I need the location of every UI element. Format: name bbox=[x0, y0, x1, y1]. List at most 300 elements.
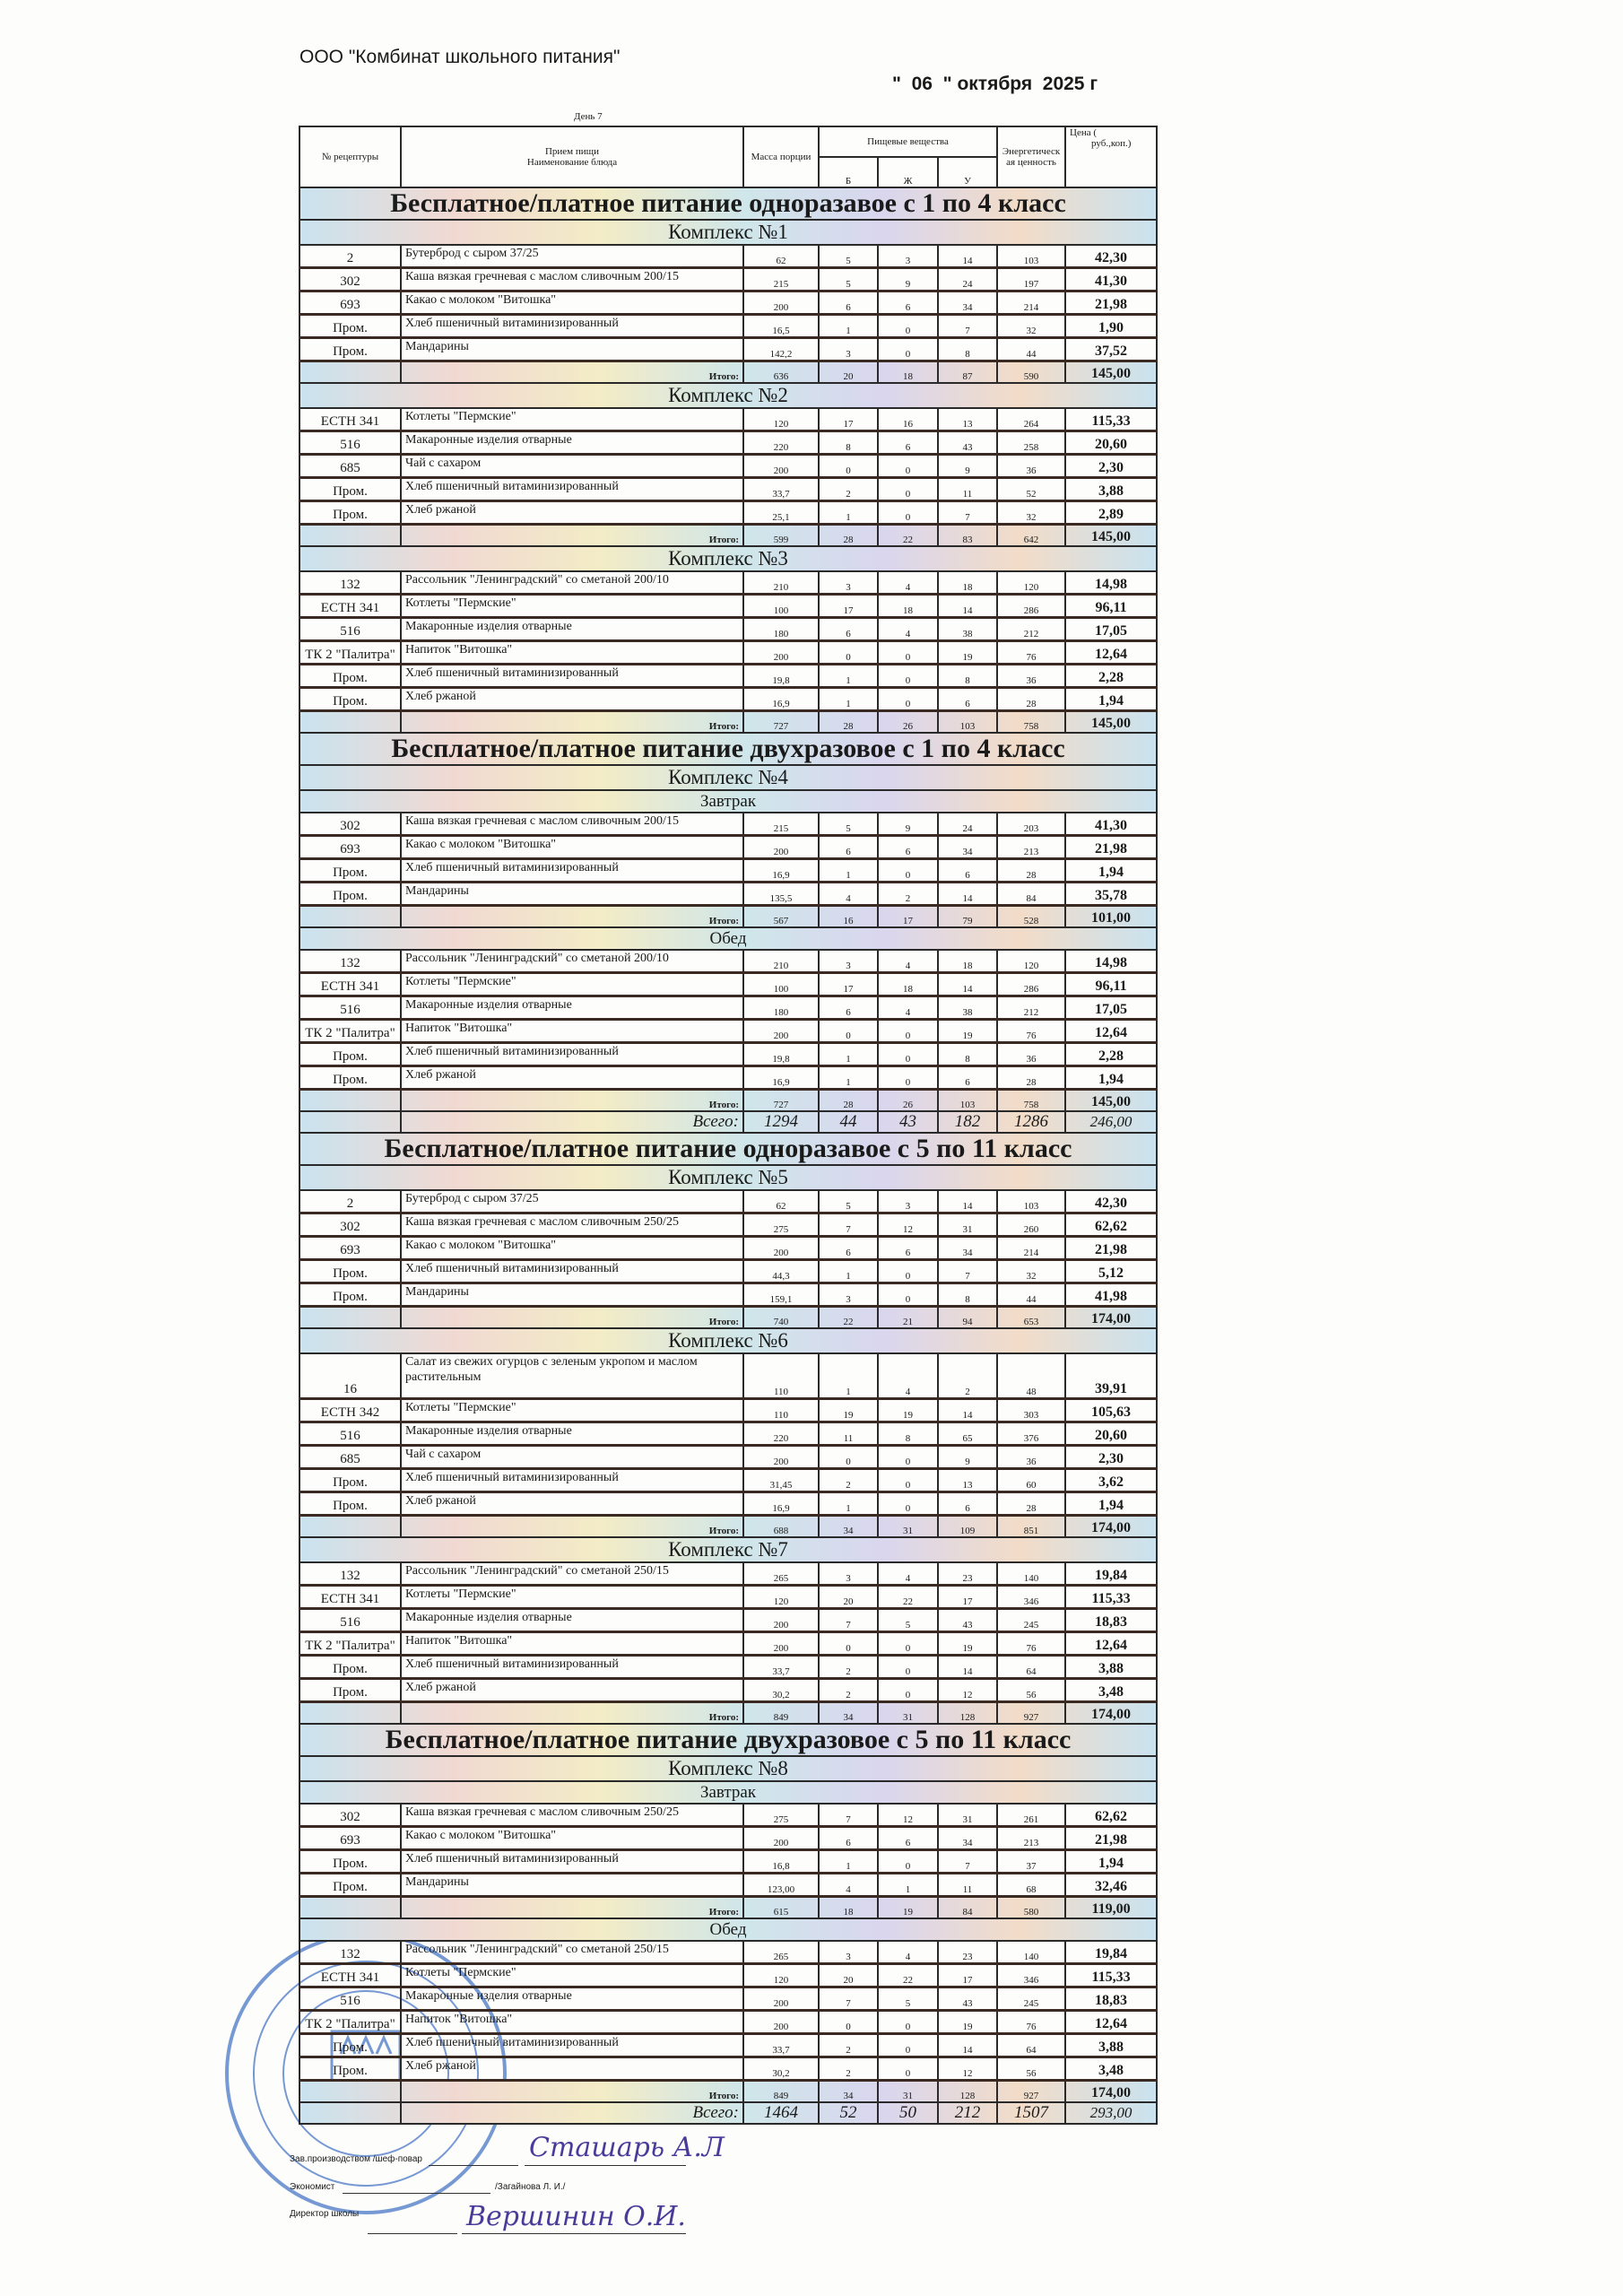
grand-total-row-zh: 43 bbox=[878, 1111, 938, 1133]
dish-name: Котлеты "Пермские" bbox=[401, 1964, 743, 1987]
subtotal-row-b: 18 bbox=[819, 1897, 878, 1919]
subtotal-row-mass: 849 bbox=[743, 1702, 819, 1725]
dish-name: Хлеб пшеничный витаминизированный bbox=[401, 1043, 743, 1066]
dish-zh: 8 bbox=[878, 1422, 938, 1446]
col-nutrients: Пищевые вещества bbox=[819, 126, 997, 157]
dish-mass: 33,7 bbox=[743, 478, 819, 501]
dish-b: 3 bbox=[819, 1283, 878, 1307]
meal-title bbox=[299, 1918, 1157, 1941]
dish-kcal: 258 bbox=[997, 431, 1065, 455]
dish-row bbox=[299, 2034, 1157, 2057]
dish-u: 19 bbox=[938, 1632, 997, 1656]
subtotal-row-u: 83 bbox=[938, 525, 997, 547]
dish-b: 20 bbox=[819, 1586, 878, 1609]
recipe-no: ЕСТН 341 bbox=[299, 1964, 401, 1987]
dish-u: 23 bbox=[938, 1941, 997, 1964]
dish-mass: 120 bbox=[743, 1586, 819, 1609]
dish-mass: 200 bbox=[743, 1446, 819, 1469]
dish-zh: 0 bbox=[878, 338, 938, 361]
dish-b: 2 bbox=[819, 1679, 878, 1702]
dish-b: 6 bbox=[819, 1827, 878, 1850]
dish-b: 7 bbox=[819, 1213, 878, 1237]
empty-cell bbox=[299, 2102, 401, 2124]
dish-mass: 62 bbox=[743, 1190, 819, 1213]
dish-b: 2 bbox=[819, 2057, 878, 2081]
dish-mass: 19,8 bbox=[743, 1043, 819, 1066]
complex-title-label: Комплекс №3 bbox=[299, 546, 1157, 571]
dish-kcal: 28 bbox=[997, 1492, 1065, 1516]
dish-zh: 12 bbox=[878, 1213, 938, 1237]
dish-zh: 6 bbox=[878, 1827, 938, 1850]
empty-cell bbox=[299, 2081, 401, 2103]
grand-total-row-kcal: 1286 bbox=[997, 1111, 1065, 1133]
dish-price: 115,33 bbox=[1065, 1964, 1157, 1987]
dish-mass: 62 bbox=[743, 245, 819, 268]
dish-kcal: 76 bbox=[997, 1632, 1065, 1656]
dish-row bbox=[299, 1066, 1157, 1090]
dish-row bbox=[299, 641, 1157, 665]
dish-zh: 0 bbox=[878, 641, 938, 665]
dish-u: 18 bbox=[938, 571, 997, 595]
dish-name: Салат из свежих огурцов с зеленым укропом и маслом растительным bbox=[401, 1353, 743, 1399]
subtotal-row bbox=[299, 1897, 1157, 1919]
dish-row bbox=[299, 1469, 1157, 1492]
dish-mass: 275 bbox=[743, 1804, 819, 1827]
recipe-no: 516 bbox=[299, 1422, 401, 1446]
grand-total-row-u: 212 bbox=[938, 2102, 997, 2124]
complex-title bbox=[299, 1537, 1157, 1562]
economist-name: /Загайнова Л. И./ bbox=[495, 2182, 566, 2192]
dish-mass: 44,3 bbox=[743, 1260, 819, 1283]
dish-u: 23 bbox=[938, 1562, 997, 1586]
dish-b: 6 bbox=[819, 996, 878, 1020]
dish-b: 3 bbox=[819, 338, 878, 361]
dish-mass: 180 bbox=[743, 996, 819, 1020]
recipe-no: Пром. bbox=[299, 859, 401, 883]
dish-zh: 4 bbox=[878, 571, 938, 595]
dish-name: Бутерброд с сыром 37/25 bbox=[401, 1190, 743, 1213]
section-title-label: Бесплатное/платное питание двухразовое с 5 по 11 класс bbox=[299, 1724, 1157, 1756]
dish-mass: 16,9 bbox=[743, 859, 819, 883]
dish-row bbox=[299, 478, 1157, 501]
dish-zh: 6 bbox=[878, 431, 938, 455]
dish-name: Мандарины bbox=[401, 883, 743, 906]
dish-u: 8 bbox=[938, 665, 997, 688]
dish-price: 96,11 bbox=[1065, 973, 1157, 996]
dish-row bbox=[299, 2011, 1157, 2034]
subtotal-row-price: 119,00 bbox=[1065, 1897, 1157, 1919]
dish-price: 2,28 bbox=[1065, 665, 1157, 688]
recipe-no: 693 bbox=[299, 1237, 401, 1260]
chef-label: Зав.производством /шеф-повар bbox=[290, 2154, 422, 2164]
dish-price: 2,28 bbox=[1065, 1043, 1157, 1066]
dish-kcal: 346 bbox=[997, 1964, 1065, 1987]
dish-price: 42,30 bbox=[1065, 245, 1157, 268]
dish-row bbox=[299, 1632, 1157, 1656]
dish-name: Хлеб ржаной bbox=[401, 688, 743, 711]
recipe-no: Пром. bbox=[299, 665, 401, 688]
dish-b: 8 bbox=[819, 431, 878, 455]
dish-u: 14 bbox=[938, 1190, 997, 1213]
dish-mass: 220 bbox=[743, 1422, 819, 1446]
dish-kcal: 245 bbox=[997, 1987, 1065, 2011]
dish-u: 2 bbox=[938, 1353, 997, 1399]
dish-u: 6 bbox=[938, 1492, 997, 1516]
subtotal-row-price: 174,00 bbox=[1065, 1702, 1157, 1725]
dish-b: 6 bbox=[819, 291, 878, 315]
dish-zh: 22 bbox=[878, 1586, 938, 1609]
recipe-no: Пром. bbox=[299, 501, 401, 525]
section-title bbox=[299, 1724, 1157, 1756]
dish-row bbox=[299, 268, 1157, 291]
dish-mass: 30,2 bbox=[743, 1679, 819, 1702]
dish-b: 1 bbox=[819, 1066, 878, 1090]
dish-name: Рассольник "Ленинградский" со сметаной 250/15 bbox=[401, 1562, 743, 1586]
col-mass: Масса порции bbox=[743, 126, 819, 187]
dish-kcal: 28 bbox=[997, 859, 1065, 883]
dish-row bbox=[299, 1964, 1157, 1987]
subtotal-row-price: 145,00 bbox=[1065, 525, 1157, 547]
dish-row bbox=[299, 1656, 1157, 1679]
dish-zh: 9 bbox=[878, 813, 938, 836]
dish-mass: 220 bbox=[743, 431, 819, 455]
dish-mass: 120 bbox=[743, 1964, 819, 1987]
recipe-no: Пром. bbox=[299, 2034, 401, 2057]
dish-kcal: 64 bbox=[997, 1656, 1065, 1679]
dish-row bbox=[299, 1679, 1157, 1702]
dish-price: 37,52 bbox=[1065, 338, 1157, 361]
dish-mass: 200 bbox=[743, 1609, 819, 1632]
dish-kcal: 56 bbox=[997, 2057, 1065, 2081]
dish-row bbox=[299, 571, 1157, 595]
recipe-no: 516 bbox=[299, 1609, 401, 1632]
dish-kcal: 286 bbox=[997, 595, 1065, 618]
dish-kcal: 197 bbox=[997, 268, 1065, 291]
dish-zh: 0 bbox=[878, 688, 938, 711]
meal-title bbox=[299, 1781, 1157, 1804]
recipe-no: 302 bbox=[299, 1804, 401, 1827]
dish-price: 32,46 bbox=[1065, 1874, 1157, 1897]
dish-u: 9 bbox=[938, 1446, 997, 1469]
director-name-line bbox=[462, 2233, 686, 2234]
dish-zh: 0 bbox=[878, 1469, 938, 1492]
subtotal-row-mass: 727 bbox=[743, 1090, 819, 1112]
dish-zh: 0 bbox=[878, 859, 938, 883]
dish-price: 39,91 bbox=[1065, 1353, 1157, 1399]
dish-zh: 0 bbox=[878, 1492, 938, 1516]
dish-mass: 265 bbox=[743, 1562, 819, 1586]
subtotal-row-mass: 740 bbox=[743, 1307, 819, 1329]
dish-u: 34 bbox=[938, 1827, 997, 1850]
recipe-no: 516 bbox=[299, 996, 401, 1020]
dish-mass: 200 bbox=[743, 1827, 819, 1850]
dish-u: 19 bbox=[938, 1020, 997, 1043]
dish-zh: 3 bbox=[878, 1190, 938, 1213]
dish-u: 13 bbox=[938, 408, 997, 431]
subtotal-row-zh: 31 bbox=[878, 2081, 938, 2103]
dish-row bbox=[299, 1562, 1157, 1586]
dish-kcal: 36 bbox=[997, 665, 1065, 688]
recipe-no: Пром. bbox=[299, 1874, 401, 1897]
dish-kcal: 103 bbox=[997, 245, 1065, 268]
meal-title bbox=[299, 927, 1157, 950]
dish-name: Чай с сахаром bbox=[401, 1446, 743, 1469]
recipe-no: ТК 2 "Палитра" bbox=[299, 641, 401, 665]
recipe-no: ТК 2 "Палитра" bbox=[299, 2011, 401, 2034]
dish-price: 3,48 bbox=[1065, 2057, 1157, 2081]
dish-b: 17 bbox=[819, 973, 878, 996]
dish-price: 35,78 bbox=[1065, 883, 1157, 906]
dish-kcal: 346 bbox=[997, 1586, 1065, 1609]
dish-name: Мандарины bbox=[401, 338, 743, 361]
dish-price: 2,30 bbox=[1065, 1446, 1157, 1469]
subtotal-row-zh: 26 bbox=[878, 711, 938, 734]
col-u: У bbox=[938, 157, 997, 187]
meal-title bbox=[299, 790, 1157, 813]
subtotal-row-zh: 17 bbox=[878, 906, 938, 928]
dish-price: 1,94 bbox=[1065, 1066, 1157, 1090]
dish-u: 14 bbox=[938, 973, 997, 996]
subtotal-row-b: 16 bbox=[819, 906, 878, 928]
dish-u: 8 bbox=[938, 338, 997, 361]
dish-row bbox=[299, 1850, 1157, 1874]
grand-total-row-b: 44 bbox=[819, 1111, 878, 1133]
dish-b: 1 bbox=[819, 665, 878, 688]
recipe-no: 693 bbox=[299, 1827, 401, 1850]
recipe-no: 516 bbox=[299, 431, 401, 455]
empty-cell bbox=[299, 1897, 401, 1919]
dish-u: 7 bbox=[938, 1850, 997, 1874]
dish-row bbox=[299, 1260, 1157, 1283]
subtotal-row bbox=[299, 1516, 1157, 1538]
dish-mass: 16,9 bbox=[743, 1492, 819, 1516]
dish-b: 6 bbox=[819, 1237, 878, 1260]
subtotal-row-label: Итого: bbox=[401, 1307, 743, 1329]
dish-row bbox=[299, 859, 1157, 883]
complex-title-label: Комплекс №7 bbox=[299, 1537, 1157, 1562]
dish-kcal: 286 bbox=[997, 973, 1065, 996]
recipe-no: 302 bbox=[299, 1213, 401, 1237]
dish-name: Какао с молоком "Витошка" bbox=[401, 1237, 743, 1260]
complex-title bbox=[299, 546, 1157, 571]
dish-b: 0 bbox=[819, 455, 878, 478]
dish-kcal: 120 bbox=[997, 571, 1065, 595]
dish-row bbox=[299, 665, 1157, 688]
dish-mass: 120 bbox=[743, 408, 819, 431]
dish-mass: 200 bbox=[743, 291, 819, 315]
grand-total-row-kcal: 1507 bbox=[997, 2102, 1065, 2124]
section-title bbox=[299, 1133, 1157, 1165]
dish-mass: 265 bbox=[743, 1941, 819, 1964]
dish-zh: 4 bbox=[878, 1562, 938, 1586]
dish-u: 6 bbox=[938, 688, 997, 711]
dish-b: 5 bbox=[819, 268, 878, 291]
dish-name: Хлеб пшеничный витаминизированный bbox=[401, 665, 743, 688]
subtotal-row-b: 28 bbox=[819, 525, 878, 547]
dish-name: Какао с молоком "Витошка" bbox=[401, 1827, 743, 1850]
grand-total-row-label: Всего: bbox=[401, 2102, 743, 2124]
dish-mass: 16,9 bbox=[743, 1066, 819, 1090]
col-zh: Ж bbox=[878, 157, 938, 187]
subtotal-row-label: Итого: bbox=[401, 711, 743, 734]
dish-name: Хлеб пшеничный витаминизированный bbox=[401, 1850, 743, 1874]
dish-mass: 100 bbox=[743, 973, 819, 996]
subtotal-row-b: 34 bbox=[819, 1702, 878, 1725]
dish-kcal: 260 bbox=[997, 1213, 1065, 1237]
recipe-no: ЕСТН 341 bbox=[299, 973, 401, 996]
dish-u: 13 bbox=[938, 1469, 997, 1492]
complex-title bbox=[299, 220, 1157, 245]
empty-cell bbox=[299, 1702, 401, 1725]
organization-name: ООО "Комбинат школьного питания" bbox=[299, 47, 621, 67]
empty-cell bbox=[299, 1090, 401, 1112]
dish-kcal: 140 bbox=[997, 1941, 1065, 1964]
chef-signature: Сташарь А.Л bbox=[529, 2132, 725, 2163]
dish-kcal: 64 bbox=[997, 2034, 1065, 2057]
subtotal-row-price: 101,00 bbox=[1065, 906, 1157, 928]
dish-kcal: 60 bbox=[997, 1469, 1065, 1492]
dish-b: 4 bbox=[819, 883, 878, 906]
subtotal-row bbox=[299, 361, 1157, 384]
subtotal-row-mass: 688 bbox=[743, 1516, 819, 1538]
subtotal-row-mass: 727 bbox=[743, 711, 819, 734]
dish-b: 7 bbox=[819, 1804, 878, 1827]
subtotal-row-label: Итого: bbox=[401, 906, 743, 928]
dish-kcal: 32 bbox=[997, 501, 1065, 525]
dish-row bbox=[299, 1283, 1157, 1307]
subtotal-row-price: 174,00 bbox=[1065, 1307, 1157, 1329]
subtotal-row-price: 145,00 bbox=[1065, 361, 1157, 384]
dish-zh: 3 bbox=[878, 245, 938, 268]
dish-row bbox=[299, 1827, 1157, 1850]
dish-kcal: 32 bbox=[997, 1260, 1065, 1283]
dish-price: 21,98 bbox=[1065, 836, 1157, 859]
dish-name: Рассольник "Ленинградский" со сметаной 200/10 bbox=[401, 950, 743, 973]
dish-name: Макаронные изделия отварные bbox=[401, 431, 743, 455]
subtotal-row bbox=[299, 1090, 1157, 1112]
subtotal-row-label: Итого: bbox=[401, 1897, 743, 1919]
dish-row bbox=[299, 2057, 1157, 2081]
dish-price: 18,83 bbox=[1065, 1609, 1157, 1632]
dish-u: 17 bbox=[938, 1964, 997, 1987]
dish-price: 62,62 bbox=[1065, 1213, 1157, 1237]
col-dish-name: Наименование блюда bbox=[526, 157, 618, 168]
dish-name: Каша вязкая гречневая с маслом сливочным 200/15 bbox=[401, 268, 743, 291]
dish-name: Макаронные изделия отварные bbox=[401, 996, 743, 1020]
dish-zh: 0 bbox=[878, 1043, 938, 1066]
dish-price: 12,64 bbox=[1065, 1632, 1157, 1656]
dish-b: 1 bbox=[819, 1043, 878, 1066]
dish-row bbox=[299, 1987, 1157, 2011]
dish-price: 17,05 bbox=[1065, 996, 1157, 1020]
dish-price: 41,30 bbox=[1065, 813, 1157, 836]
dish-name: Бутерброд с сыром 37/25 bbox=[401, 245, 743, 268]
dish-kcal: 213 bbox=[997, 836, 1065, 859]
subtotal-row-kcal: 758 bbox=[997, 1090, 1065, 1112]
complex-title bbox=[299, 765, 1157, 790]
chef-sign-line bbox=[429, 2165, 518, 2166]
dish-name: Хлеб пшеничный витаминизированный bbox=[401, 315, 743, 338]
dish-zh: 0 bbox=[878, 1446, 938, 1469]
dish-row bbox=[299, 1422, 1157, 1446]
dish-row bbox=[299, 291, 1157, 315]
col-recipe-no: № рецептуры bbox=[299, 126, 401, 187]
subtotal-row-kcal: 927 bbox=[997, 2081, 1065, 2103]
dish-row bbox=[299, 1446, 1157, 1469]
subtotal-row bbox=[299, 1702, 1157, 1725]
dish-row bbox=[299, 1804, 1157, 1827]
recipe-no: Пром. bbox=[299, 688, 401, 711]
subtotal-row-u: 128 bbox=[938, 1702, 997, 1725]
subtotal-row-b: 28 bbox=[819, 1090, 878, 1112]
dish-kcal: 36 bbox=[997, 1446, 1065, 1469]
recipe-no: Пром. bbox=[299, 1656, 401, 1679]
empty-cell bbox=[299, 1516, 401, 1538]
menu-day: День 7 bbox=[574, 111, 603, 122]
dish-price: 18,83 bbox=[1065, 1987, 1157, 2011]
dish-row bbox=[299, 338, 1157, 361]
dish-kcal: 68 bbox=[997, 1874, 1065, 1897]
dish-b: 6 bbox=[819, 836, 878, 859]
dish-name: Котлеты "Пермские" bbox=[401, 408, 743, 431]
col-energy-l2: ая ценность bbox=[1006, 157, 1056, 168]
dish-zh: 5 bbox=[878, 1987, 938, 2011]
dish-name: Макаронные изделия отварные bbox=[401, 1422, 743, 1446]
dish-kcal: 213 bbox=[997, 1827, 1065, 1850]
dish-u: 14 bbox=[938, 245, 997, 268]
dish-zh: 6 bbox=[878, 291, 938, 315]
recipe-no: Пром. bbox=[299, 2057, 401, 2081]
meal-title-label: Завтрак bbox=[299, 790, 1157, 813]
subtotal-row-kcal: 590 bbox=[997, 361, 1065, 384]
dish-row bbox=[299, 501, 1157, 525]
dish-name: Макаронные изделия отварные bbox=[401, 1609, 743, 1632]
dish-name: Хлеб ржаной bbox=[401, 1492, 743, 1516]
dish-mass: 275 bbox=[743, 1213, 819, 1237]
dish-price: 12,64 bbox=[1065, 1020, 1157, 1043]
dish-price: 96,11 bbox=[1065, 595, 1157, 618]
dish-kcal: 36 bbox=[997, 1043, 1065, 1066]
recipe-no: 685 bbox=[299, 455, 401, 478]
recipe-no: 302 bbox=[299, 268, 401, 291]
dish-mass: 19,8 bbox=[743, 665, 819, 688]
dish-price: 19,84 bbox=[1065, 1941, 1157, 1964]
document-date: " 06 " октября 2025 г bbox=[892, 74, 1098, 94]
dish-zh: 0 bbox=[878, 478, 938, 501]
dish-row bbox=[299, 1586, 1157, 1609]
dish-zh: 0 bbox=[878, 1260, 938, 1283]
dish-zh: 22 bbox=[878, 1964, 938, 1987]
dish-kcal: 84 bbox=[997, 883, 1065, 906]
dish-price: 3,88 bbox=[1065, 478, 1157, 501]
dish-zh: 16 bbox=[878, 408, 938, 431]
dish-mass: 33,7 bbox=[743, 2034, 819, 2057]
dish-b: 2 bbox=[819, 1469, 878, 1492]
dish-name: Каша вязкая гречневая с маслом сливочным 250/25 bbox=[401, 1804, 743, 1827]
recipe-no: Пром. bbox=[299, 1469, 401, 1492]
subtotal-row-u: 128 bbox=[938, 2081, 997, 2103]
meal-title-label: Обед bbox=[299, 1918, 1157, 1941]
subtotal-row-u: 79 bbox=[938, 906, 997, 928]
dish-zh: 5 bbox=[878, 1609, 938, 1632]
dish-price: 3,62 bbox=[1065, 1469, 1157, 1492]
recipe-no: ЕСТН 342 bbox=[299, 1399, 401, 1422]
dish-u: 14 bbox=[938, 1399, 997, 1422]
dish-zh: 0 bbox=[878, 501, 938, 525]
dish-row bbox=[299, 408, 1157, 431]
dish-u: 7 bbox=[938, 501, 997, 525]
dish-kcal: 214 bbox=[997, 291, 1065, 315]
